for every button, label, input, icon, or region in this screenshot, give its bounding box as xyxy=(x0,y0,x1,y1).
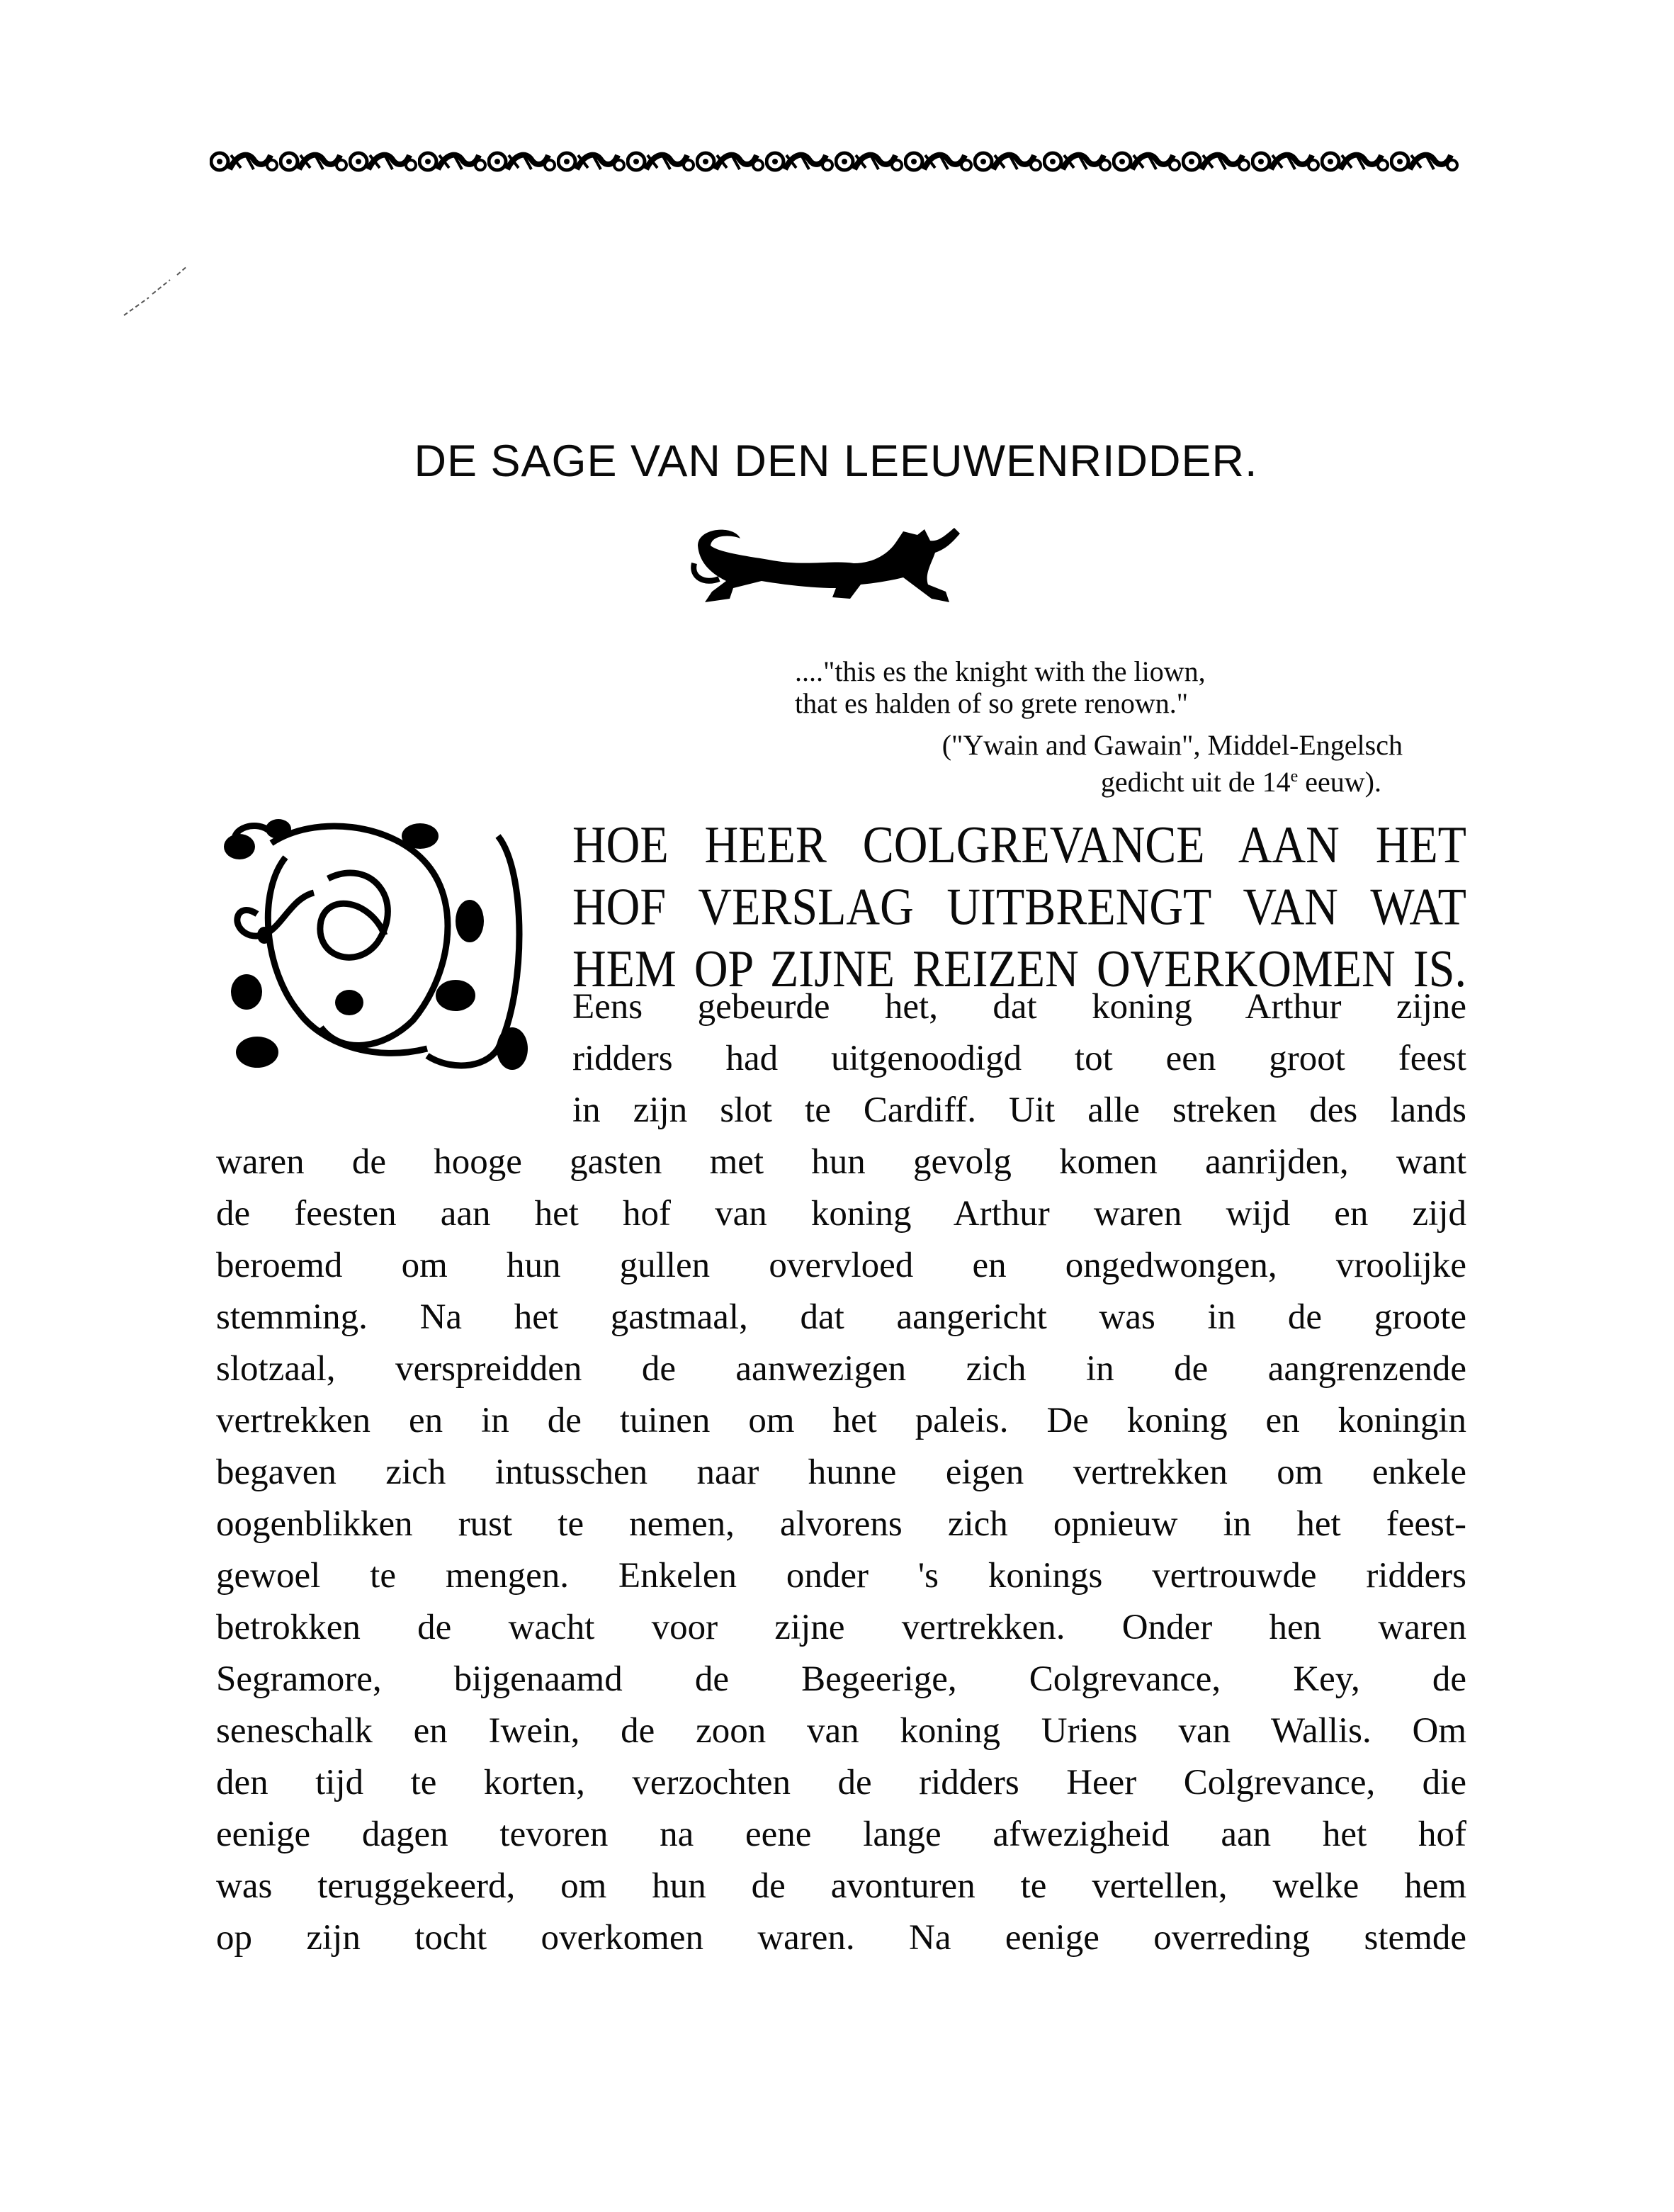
epigraph-source-text: gedicht uit de 14 xyxy=(1100,766,1291,798)
chapter-heading-line: HOE HEER COLGREVANCE AAN HET xyxy=(572,816,1466,874)
body-line: seneschalk en Iwein, de zoon van koning Uriens van Wallis. Om xyxy=(216,1711,1466,1751)
body-line: de feesten aan het hof van koning Arthur waren wijd en zijd xyxy=(216,1194,1466,1234)
epigraph-line: ...."this es the knight with the liown, xyxy=(795,655,1206,687)
body-text-beside-initial xyxy=(572,981,1466,1136)
decorative-border-ornament xyxy=(210,145,1459,178)
epigraph-source-text: eeuw). xyxy=(1298,766,1381,798)
body-line: slotzaal, verspreidden de aanwezigen zich in de aangrenzende xyxy=(216,1349,1466,1389)
epigraph-source: ("Ywain and Gawain", Middel-Engelsch xyxy=(941,729,1403,761)
body-line: ridders had uitgenoodigd tot een groot feest xyxy=(572,1039,1466,1078)
body-line: begaven zich intusschen naar hunne eigen vertrekken om enkele xyxy=(216,1452,1466,1492)
body-line: stemming. Na het gastmaal, dat aangericht was in de groote xyxy=(216,1297,1466,1337)
body-line: betrokken de wacht voor zijne vertrekken. Onder hen waren xyxy=(216,1608,1466,1647)
body-line: beroemd om hun gullen overvloed en ongedwongen, vroolijke xyxy=(216,1246,1466,1285)
epigraph xyxy=(779,655,1403,798)
body-line: Segramore, bijgenaamd de Begeerige, Colgrevance, Key, de xyxy=(216,1659,1466,1699)
epigraph-line: that es halden of so grete renown." xyxy=(795,687,1189,719)
body-line: gewoel te mengen. Enkelen onder 's konings vertrouwde ridders xyxy=(216,1556,1466,1596)
chapter-heading-line: HEM OP ZIJNE REIZEN OVERKOMEN IS. xyxy=(572,939,1466,998)
epigraph-source xyxy=(779,761,1403,798)
body-line: den tijd te korten, verzochten de ridders Heer Colgrevance, die xyxy=(216,1763,1466,1802)
body-line: op zijn tocht overkomen waren. Na eenige overreding stemde xyxy=(216,1918,1466,1958)
body-line: Eens gebeurde het, dat koning Arthur zijne xyxy=(572,987,1466,1027)
chapter-heading-line: HOF VERSLAG UITBRENGT VAN WAT xyxy=(572,878,1466,937)
lion-vignette xyxy=(691,521,967,609)
body-line: oogenblikken rust te nemen, alvorens zich opnieuw in het feest- xyxy=(216,1504,1466,1544)
body-line: vertrekken en in de tuinen om het paleis. De koning en koningin xyxy=(216,1401,1466,1440)
page-title: DE SAGE VAN DEN LEEUWENRIDDER. xyxy=(414,436,1258,486)
body-line: in zijn slot te Cardiff. Uit alle streken des lands xyxy=(572,1090,1466,1130)
body-line: eenige dagen tevoren na eene lange afwezigheid aan het hof xyxy=(216,1815,1466,1854)
body-line: was teruggekeerd, om hun de avonturen te vertellen, welke hem xyxy=(216,1866,1466,1906)
body-line: waren de hooge gasten met hun gevolg komen aanrijden, want xyxy=(216,1142,1466,1182)
body-text xyxy=(216,1136,1466,1964)
decorated-initial-h xyxy=(215,815,539,1077)
chapter-heading xyxy=(572,815,1466,1000)
pencil-mark xyxy=(120,262,191,319)
superscript: e xyxy=(1290,767,1299,786)
